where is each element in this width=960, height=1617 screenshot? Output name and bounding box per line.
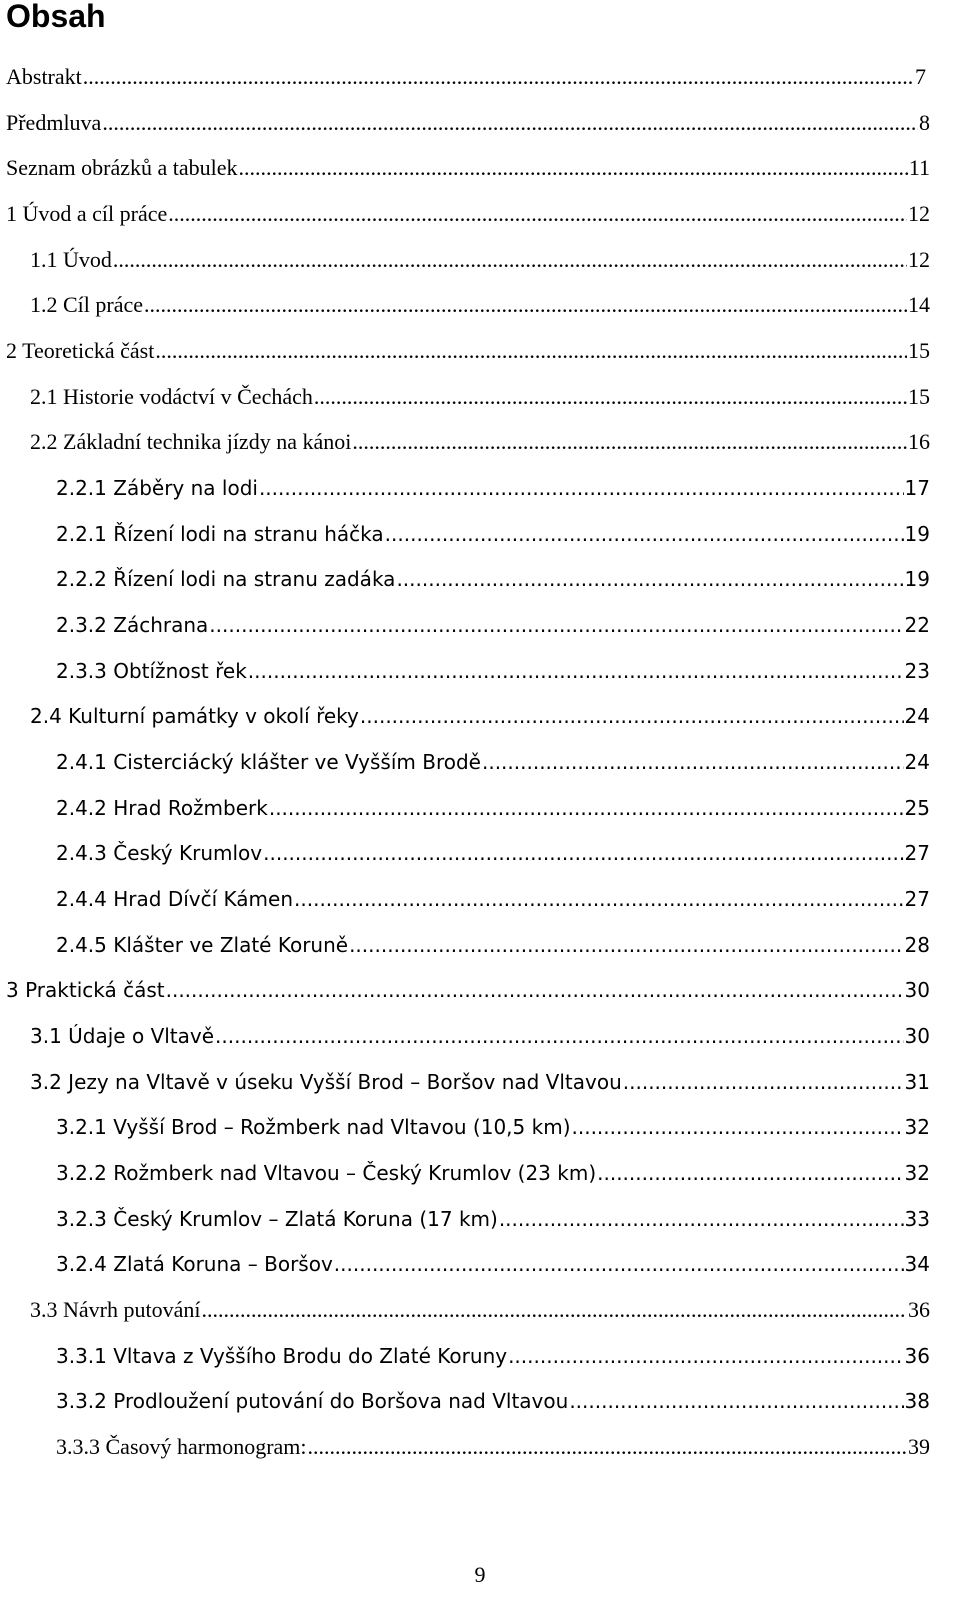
toc-entry[interactable]: [56, 838, 930, 868]
dot-leader: [308, 1432, 907, 1462]
toc-entry-label: 2.4.4 Hrad Dívčí Kámen: [56, 887, 294, 911]
toc-entry-page: 30: [904, 978, 930, 1002]
dot-leader: [239, 153, 908, 183]
dot-leader: [352, 427, 907, 457]
toc-entry-label: 1.2 Cíl práce: [30, 292, 144, 317]
toc-entry-page: 38: [904, 1389, 930, 1413]
toc-entry[interactable]: [6, 153, 930, 183]
toc-entry-page: 27: [904, 887, 930, 911]
toc-entry-label: 3.3.3 Časový harmonogram:: [56, 1434, 307, 1459]
toc-entry[interactable]: [56, 930, 930, 960]
toc-entry-page: 14: [908, 292, 930, 317]
toc-entry-page: 28: [904, 933, 930, 957]
toc-entry-page: 39: [908, 1434, 930, 1459]
toc-entry-label: 1.1 Úvod: [30, 247, 112, 272]
toc-entry-page: 16: [908, 429, 930, 454]
dot-leader: [360, 701, 904, 731]
dot-leader: [201, 1295, 907, 1325]
toc-entry-label: 2.3.2 Záchrana: [56, 613, 209, 637]
toc-entry-label: 2.2.2 Řízení lodi na stranu zadáka: [56, 567, 396, 591]
toc-entry-label: Předmluva: [6, 110, 102, 135]
toc-entry-page: 36: [904, 1344, 930, 1368]
dot-leader: [314, 382, 907, 412]
toc-entry-page: 24: [904, 750, 930, 774]
dot-leader: [215, 1021, 904, 1051]
dot-leader: [263, 838, 903, 868]
toc-entry-label: 2.3.3 Obtížnost řek: [56, 659, 247, 683]
toc-entry-page: 22: [904, 613, 930, 637]
toc-entry[interactable]: [56, 747, 930, 777]
toc-entry[interactable]: [56, 1112, 930, 1142]
toc-entry-label: 3.3.2 Prodloužení putování do Boršova nad Vltavou: [56, 1389, 569, 1413]
toc-entry[interactable]: [56, 1249, 930, 1279]
toc-entry-label: 3.2.3 Český Krumlov – Zlatá Koruna (17 km): [56, 1207, 498, 1231]
toc-entry[interactable]: [30, 1067, 930, 1097]
dot-leader: [385, 519, 904, 549]
toc-entry-page: 32: [904, 1115, 930, 1139]
toc-entry-page: 25: [904, 796, 930, 820]
toc-entry[interactable]: [56, 1386, 930, 1416]
toc-entry-label: 3.3 Návrh putování: [30, 1297, 201, 1322]
toc-entry-label: 2 Teoretická část: [6, 338, 155, 363]
dot-leader: [248, 656, 904, 686]
toc-entry-label: 2.2.1 Řízení lodi na stranu háčka: [56, 522, 384, 546]
toc-entry[interactable]: [6, 975, 930, 1005]
dot-leader: [269, 793, 904, 823]
toc-entry[interactable]: [30, 1021, 930, 1051]
toc-entry-label: 3.2.2 Rožmberk nad Vltavou – Český Krumlov (23 km): [56, 1161, 597, 1185]
toc-entry-page: 19: [904, 522, 930, 546]
toc-entry-label: 2.2 Základní technika jízdy na kánoi: [30, 429, 352, 454]
toc-entry-label: 2.2.1 Záběry na lodi: [56, 476, 258, 500]
dot-leader: [209, 610, 903, 640]
dot-leader: [113, 245, 907, 275]
dot-leader: [166, 975, 904, 1005]
dot-leader: [259, 473, 904, 503]
toc-entry-label: Abstrakt: [6, 64, 82, 89]
toc-entry[interactable]: [6, 199, 930, 229]
dot-leader: [349, 930, 903, 960]
toc-entry[interactable]: [56, 884, 930, 914]
toc-entry-page: 32: [904, 1161, 930, 1185]
toc-entry-page: 34: [904, 1252, 930, 1276]
toc-entry[interactable]: [56, 656, 930, 686]
toc-entry[interactable]: [30, 382, 930, 412]
dot-leader: [396, 564, 903, 594]
toc-entry-page: 12: [908, 201, 930, 226]
toc-entry-page: 27: [904, 841, 930, 865]
toc-entry[interactable]: [30, 1295, 930, 1325]
toc-entry[interactable]: [56, 1432, 930, 1462]
dot-leader: [572, 1112, 904, 1142]
toc-entry[interactable]: [30, 701, 930, 731]
toc-entry-label: 3.2 Jezy na Vltavě v úseku Vyšší Brod – Boršov nad Vltavou: [30, 1070, 622, 1094]
toc-entry[interactable]: [56, 793, 930, 823]
toc-entry[interactable]: [56, 519, 930, 549]
toc-entry-label: 2.4.1 Cisterciácký klášter ve Vyšším Brodě: [56, 750, 481, 774]
toc-entry-page: 23: [904, 659, 930, 683]
dot-leader: [334, 1249, 904, 1279]
toc-entry-label: 2.4 Kulturní památky v okolí řeky: [30, 704, 359, 728]
toc-entry-page: 15: [908, 338, 930, 363]
toc-entry-page: 17: [904, 476, 930, 500]
toc-entry-page: 15: [908, 384, 930, 409]
dot-leader: [102, 108, 918, 138]
toc-entry-label: 2.4.3 Český Krumlov: [56, 841, 263, 865]
toc-entry-page: 11: [908, 155, 930, 180]
dot-leader: [508, 1341, 903, 1371]
toc-entry-page: 7: [915, 64, 926, 89]
dot-leader: [168, 199, 907, 229]
toc-entry[interactable]: [6, 336, 930, 366]
toc-entry[interactable]: [30, 290, 930, 320]
toc-entry-page: 33: [904, 1207, 930, 1231]
dot-leader: [597, 1158, 903, 1188]
toc-entry[interactable]: [56, 473, 930, 503]
dot-leader: [83, 62, 914, 92]
toc-entry[interactable]: [6, 108, 930, 138]
toc-entry-label: 2.4.2 Hrad Rožmberk: [56, 796, 268, 820]
toc-entry[interactable]: [56, 610, 930, 640]
toc-entry[interactable]: [6, 62, 926, 92]
page-title: Obsah: [6, 0, 106, 34]
dot-leader: [155, 336, 907, 366]
toc-entry[interactable]: [56, 1341, 930, 1371]
toc-entry-page: 31: [904, 1070, 930, 1094]
toc-entry-label: 3.1 Údaje o Vltavě: [30, 1024, 215, 1048]
toc-entry-label: 3.2.1 Vyšší Brod – Rožmberk nad Vltavou (10,5 km): [56, 1115, 571, 1139]
toc-entry-page: 30: [904, 1024, 930, 1048]
toc-entry-label: 2.4.5 Klášter ve Zlaté Koruně: [56, 933, 349, 957]
dot-leader: [623, 1067, 904, 1097]
dot-leader: [499, 1204, 904, 1234]
dot-leader: [482, 747, 904, 777]
toc-entry-label: 3.3.1 Vltava z Vyššího Brodu do Zlaté Koruny: [56, 1344, 508, 1368]
dot-leader: [569, 1386, 903, 1416]
dot-leader: [144, 290, 907, 320]
toc-entry-page: 36: [908, 1297, 930, 1322]
dot-leader: [294, 884, 904, 914]
toc-entry[interactable]: [30, 245, 930, 275]
toc-entry-label: 1 Úvod a cíl práce: [6, 201, 168, 226]
toc-entry[interactable]: [56, 564, 930, 594]
toc-entry[interactable]: [56, 1204, 930, 1234]
toc-entry[interactable]: [30, 427, 930, 457]
page-number: 9: [474, 1562, 486, 1587]
toc-entry[interactable]: [56, 1158, 930, 1188]
toc-entry-page: 12: [908, 247, 930, 272]
toc-entry-label: 3 Praktická část: [6, 978, 165, 1002]
toc-entry-page: 19: [904, 567, 930, 591]
toc-entry-label: 2.1 Historie vodáctví v Čechách: [30, 384, 313, 409]
toc-entry-label: Seznam obrázků a tabulek: [6, 155, 238, 180]
toc-entry-label: 3.2.4 Zlatá Koruna – Boršov: [56, 1252, 333, 1276]
toc-entry-page: 8: [919, 110, 930, 135]
toc-entry-page: 24: [904, 704, 930, 728]
